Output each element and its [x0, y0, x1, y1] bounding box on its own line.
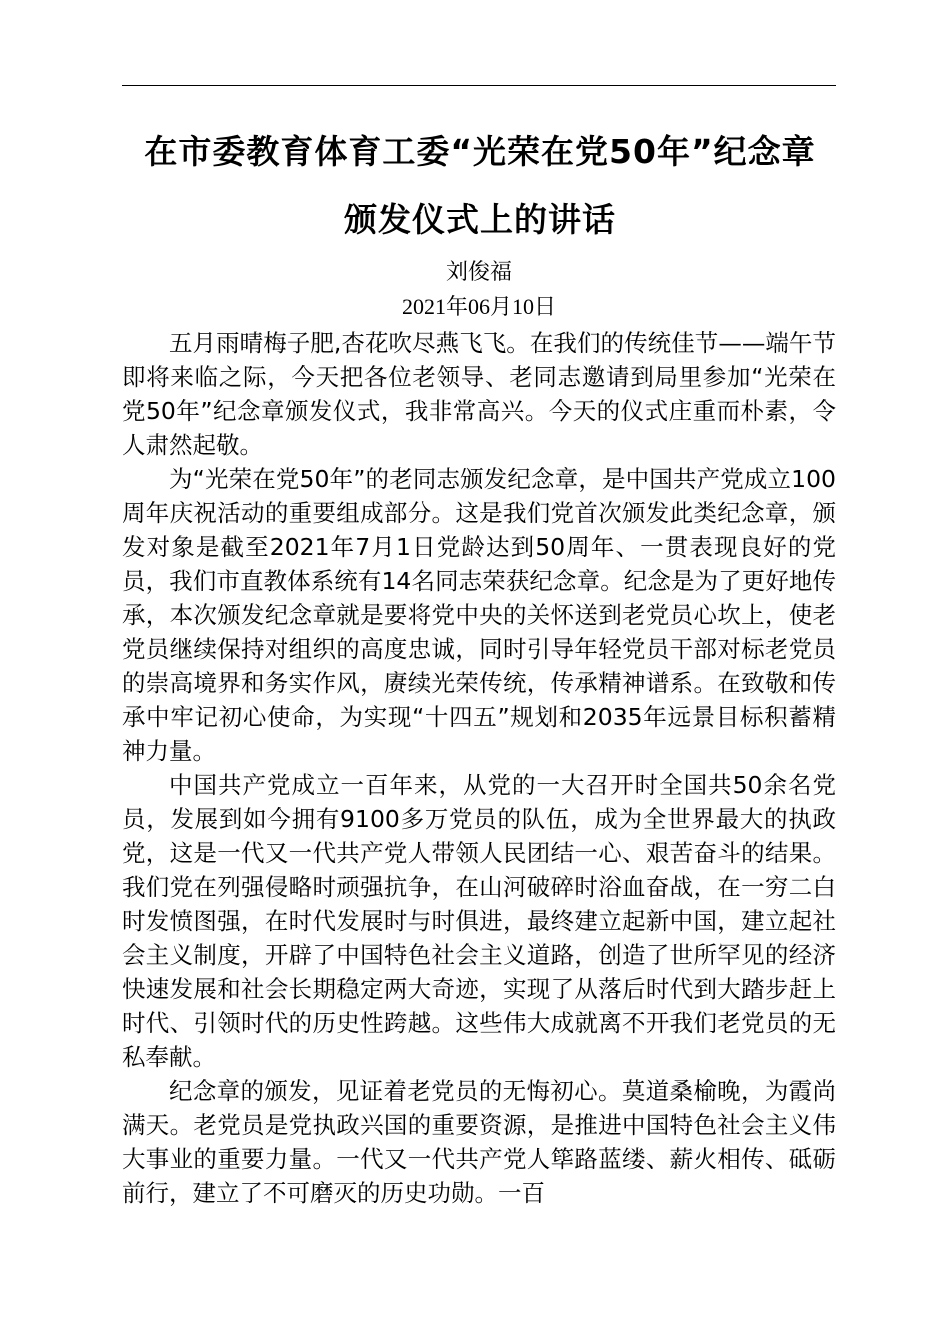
page-title-line-1: 在市委教育体育工委“光荣在党50年”纪念章	[144, 132, 816, 171]
speech-body	[122, 326, 836, 1210]
paragraph: 五月雨晴梅子肥,杏花吹尽燕飞飞。在我们的传统佳节——端午节即将来临之际，今天把各位老领导、老同志邀请到局里参加“光荣在党50年”纪念章颁发仪式，我非常高兴。今天的仪式庄重而朴素，令人肃然起敬。	[122, 329, 836, 459]
author-name: 刘俊福	[445, 260, 512, 285]
page-title-line-2: 颁发仪式上的讲话	[344, 200, 616, 239]
speech-date: 2021年06月10日	[401, 294, 556, 319]
paragraph: 为“光荣在党50年”的老同志颁发纪念章，是中国共产党成立100周年庆祝活动的重要组成部分。这是我们党首次颁发此类纪念章，颁发对象是截至2021年7月1日党龄达到50周年、一贯表现良好的党员，我们市直教体系统有14名同志荣获纪念章。纪念是为了更好地传承，本次颁发纪念章就是要将党中央的关怀送到老党员心坎上，使老党员继续保持对组织的高度忠诚，同时引导年轻党员干部对标老党员的崇高境界和务实作风，赓续光荣传统，传承精神谱系。在致敬和传承中牢记初心使命，为实现“十四五”规划和2035年远景目标积蓄精神力量。	[122, 465, 836, 765]
paragraph: 中国共产党成立一百年来，从党的一大召开时全国共50余名党员，发展到如今拥有9100多万党员的队伍，成为全世界最大的执政党，这是一代又一代共产党人带领人民团结一心、艰苦奋斗的结果。我们党在列强侵略时顽强抗争，在山河破碎时浴血奋战，在一穷二白时发愤图强，在时代发展时与时俱进，最终建立起新中国，建立起社会主义制度，开辟了中国特色社会主义道路，创造了世所罕见的经济快速发展和社会长期稳定两大奇迹，实现了从落后时代到大踏步赶上时代、引领时代的历史性跨越。这些伟大成就离不开我们老党员的无私奉献。	[122, 771, 836, 1071]
paragraph: 纪念章的颁发，见证着老党员的无悔初心。莫道桑榆晚，为霞尚满天。老党员是党执政兴国的重要资源，是推进中国特色社会主义伟大事业的重要力量。一代又一代共产党人筚路蓝缕、薪火相传、砥砺前行，建立了不可磨灭的历史功勋。一百	[122, 1077, 836, 1207]
header-rule	[122, 85, 836, 86]
